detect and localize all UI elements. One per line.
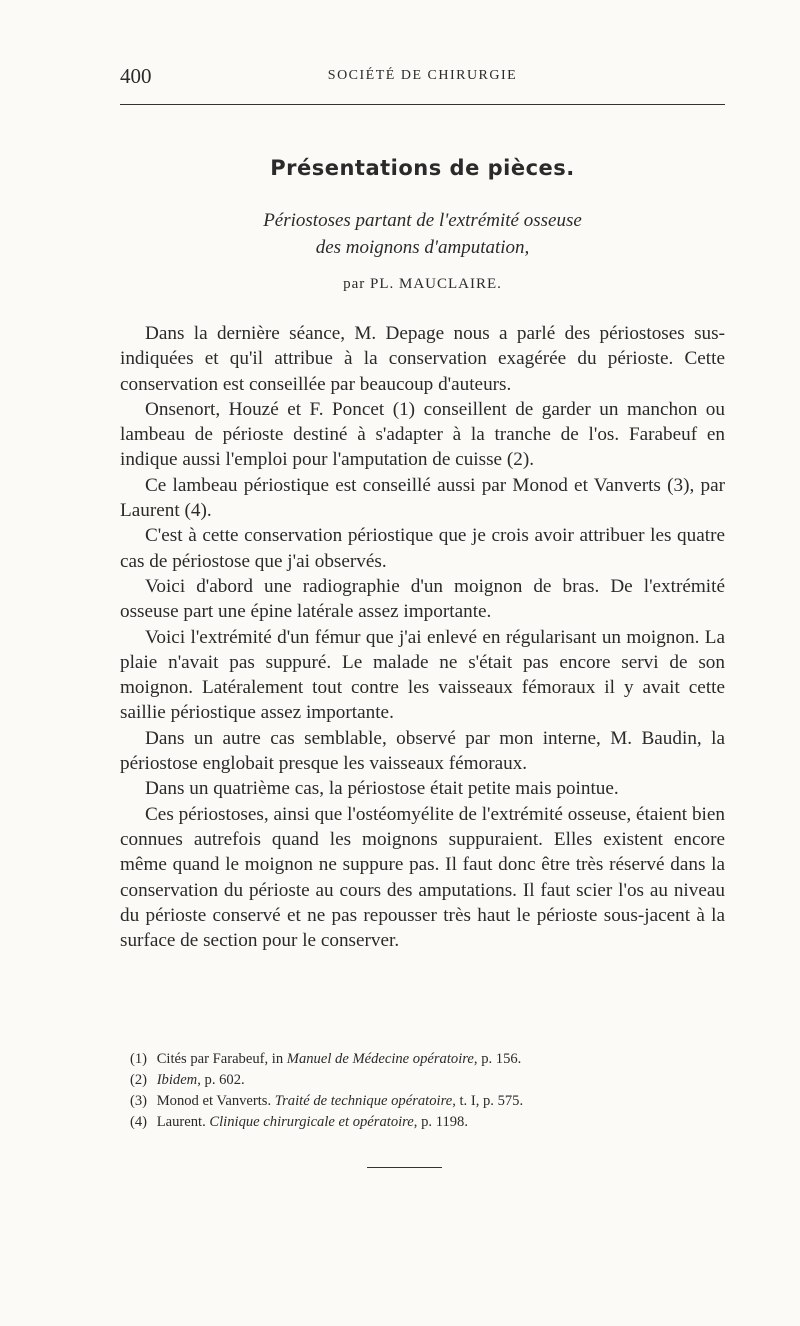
footnote-page: , t. I, p. 575. [452,1093,524,1109]
section-title: Présentations de pièces. [270,156,575,180]
page-number: 400 [120,64,152,88]
paragraph: Voici l'extrémité d'un fémur que j'ai enlevé en régularisant un moignon. La plaie n'avait pas suppuré. Le malade ne s'était pas encore servi de son moignon. Latéralement tout contre les vaisseaux fémoraux il y avait cette saillie périostique assez importante. [120,626,725,724]
footnote-work-title: Ibidem [156,1072,198,1088]
footnote-work-title: Clinique chirurgicale et opératoire [209,1114,414,1130]
footnote-number: (3) [130,1093,148,1109]
paragraph: Ce lambeau périostique est conseillé aussi par Monod et Vanverts (3), par Laurent (4). [120,474,725,522]
footnote-text: Laurent. [156,1114,206,1130]
footnote [130,1091,725,1112]
article-title [120,207,725,261]
paragraph: Onsenort, Houzé et F. Poncet (1) conseillent de garder un manchon ou lambeau de périoste destiné à s'adapter à la tranche de l'os. Farabeuf en indique aussi l'emploi pour l'amputation de cuisse (2). [120,398,725,471]
paragraph: Dans un quatrième cas, la périostose était petite mais pointue. [145,778,619,800]
paragraph: Dans la dernière séance, M. Depage nous a parlé des périostoses sus-indiquées et qu'il attribue à la conservation exagérée du périoste. Cette conservation est conseillée par beaucoup d'auteurs. [120,323,725,395]
article-title-line-2: des moignons d'amputation, [315,237,530,258]
footnote-work-title: Manuel de Médecine opératoire [286,1051,474,1067]
footnote-number: (4) [130,1114,148,1130]
page-header [120,64,725,92]
footnote-number: (2) [130,1072,148,1088]
footnote-work-title: Traité de technique opératoire [274,1093,453,1109]
paragraph: C'est à cette conservation périostique que je crois avoir attribuer les quatre cas de périostose que j'ai observés. [120,525,725,572]
paragraph: Voici d'abord une radiographie d'un moignon de bras. De l'extrémité osseuse part une épine latérale assez importante. [120,575,725,623]
body-text [120,321,725,953]
footnote-page: , p. 602. [197,1072,245,1088]
footnote [130,1070,725,1091]
footnote [130,1112,725,1133]
footnote-page: , p. 1198. [413,1114,468,1130]
footnote-text: Monod et Vanverts. [156,1093,272,1109]
paragraph: Ces périostoses, ainsi que l'ostéomyélite de l'extrémité osseuse, étaient bien connues autrefois quand les moignons suppuraient. Elles existent encore même quand le moignon ne suppure pas. Il faut donc être très réservé dans la conservation du périoste au cours des amputations. Il faut scier l'os au niveau du périoste conservé et ne pas repousser très haut le périoste sous-jacent à la surface de section pour le conserver. [120,803,725,952]
running-title: SOCIÉTÉ DE CHIRURGIE [327,68,518,83]
header-rule [120,104,725,105]
paragraph: Dans un autre cas semblable, observé par mon interne, M. Baudin, la périostose englobait presque les vaisseaux fémoraux. [120,727,725,775]
footnote-text: Cités par Farabeuf, in [156,1051,284,1067]
end-rule [367,1167,442,1168]
article-title-line-1: Périostoses partant de l'extrémité osseuse [263,210,582,231]
byline: par PL. MAUCLAIRE. [343,276,502,292]
footnotes [130,1049,725,1133]
footnote-page: , p. 156. [473,1051,522,1067]
footnote [130,1049,725,1070]
footnote-number: (1) [130,1051,148,1067]
